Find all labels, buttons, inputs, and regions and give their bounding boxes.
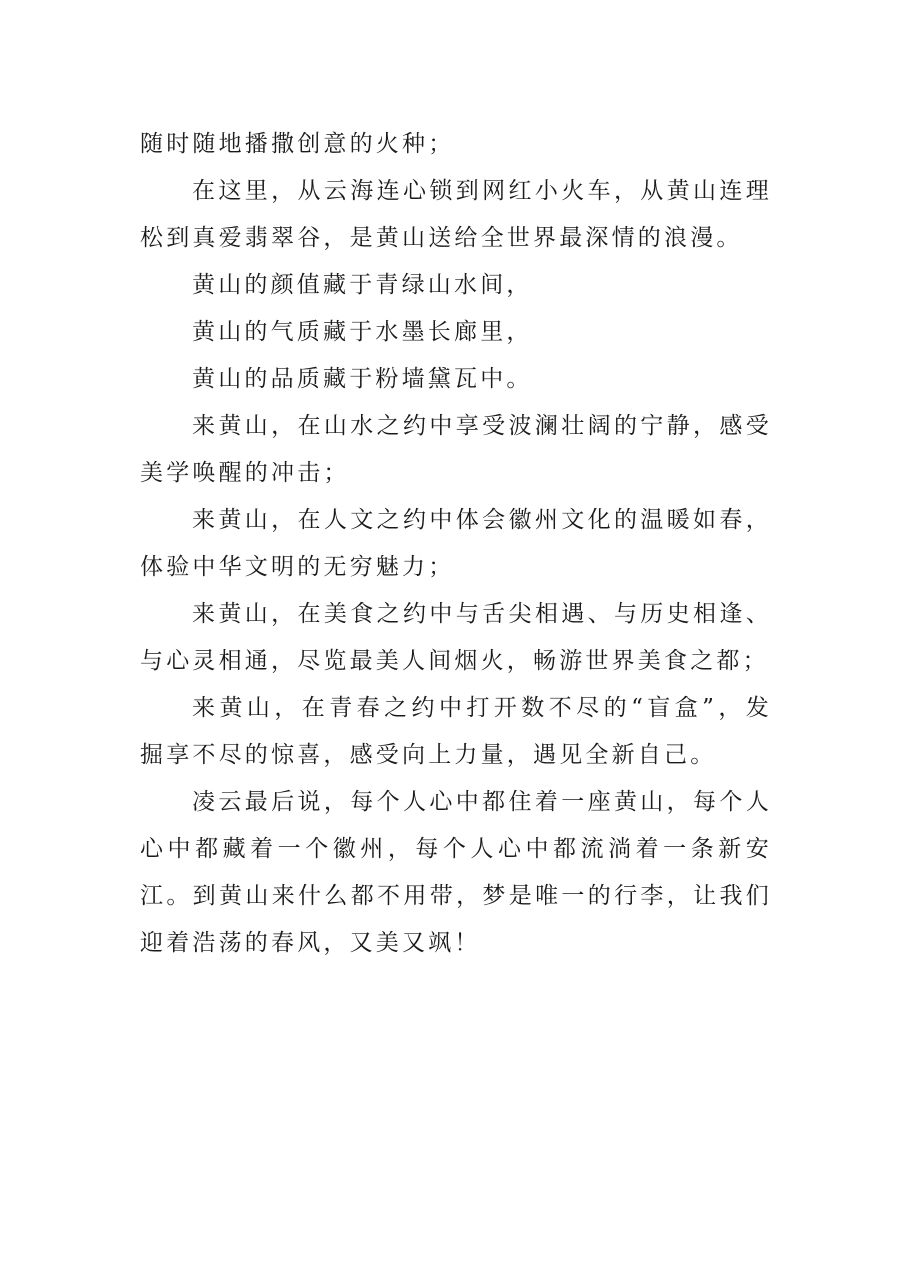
paragraph-3: 黄山的颜值藏于青绿山水间，	[192, 272, 533, 298]
paragraph-1: 随时随地播撒创意的火种；	[140, 131, 455, 157]
paragraph-4: 黄山的气质藏于水墨长廊里，	[192, 319, 533, 345]
document-body	[140, 121, 772, 967]
paragraph-7: 来黄山，在人文之约中体会徽州文化的温暖如春，体验中华文明的无穷魅力；	[140, 507, 772, 580]
paragraph-10: 凌云最后说，每个人心中都住着一座黄山，每个人心中都藏着一个徽州，每个人心中都流淌着一条新安江。到黄山来什么都不用带，梦是唯一的行李，让我们迎着浩荡的春风，又美又飒！	[140, 789, 772, 956]
paragraph-2: 在这里，从云海连心锁到网红小火车，从黄山连理松到真爱翡翠谷，是黄山送给全世界最深情的浪漫。	[140, 178, 772, 251]
paragraph-6: 来黄山，在山水之约中享受波澜壮阔的宁静，感受美学唤醒的冲击；	[140, 413, 772, 486]
paragraph-9: 来黄山，在青春之约中打开数不尽的“盲盒”，发掘享不尽的惊喜，感受向上力量，遇见全新自己。	[140, 695, 772, 768]
paragraph-5: 黄山的品质藏于粉墙黛瓦中。	[192, 366, 533, 392]
paragraph-8: 来黄山，在美食之约中与舌尖相遇、与历史相逢、与心灵相通，尽览最美人间烟火，畅游世界美食之都；	[140, 601, 772, 674]
